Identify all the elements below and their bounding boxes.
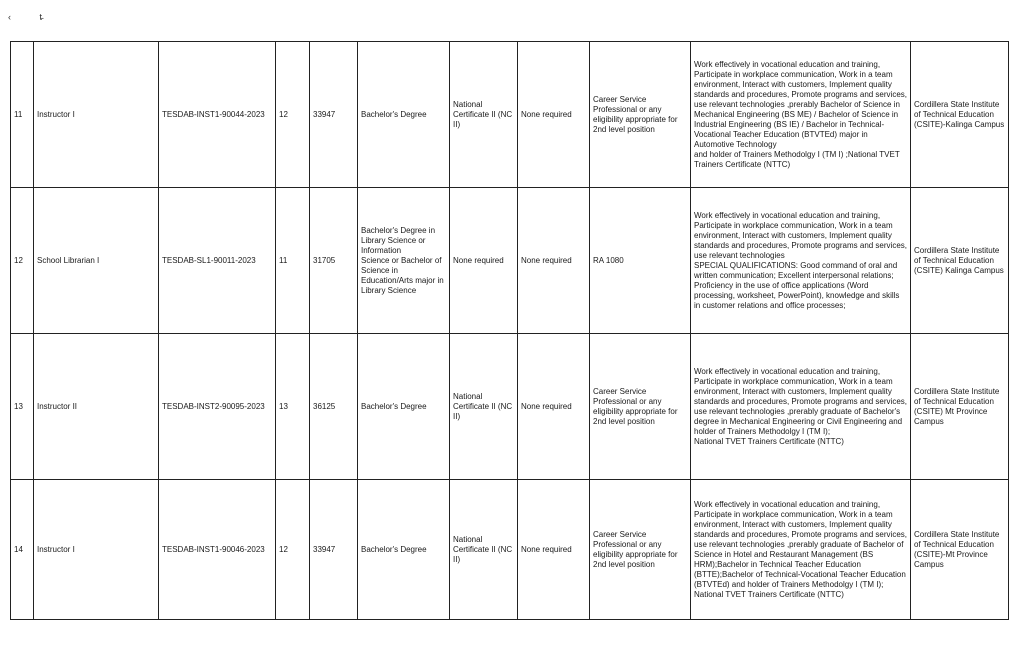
scan-mark: t̵ [39,12,43,22]
place-of-assignment: Cordillera State Institute of Technical Education (CSITE)-Kalinga Campus [911,42,1009,188]
education-requirement: Bachelor's Degree [358,42,450,188]
table-row [11,42,1009,188]
salary-grade: 13 [276,334,310,480]
place-of-assignment: Cordillera State Institute of Technical Education (CSITE) Kalinga Campus [911,188,1009,334]
experience-requirement: None required [518,42,590,188]
row-number: 12 [11,188,34,334]
education-requirement: Bachelor's Degree [358,480,450,620]
row-number: 11 [11,42,34,188]
row-number: 13 [11,334,34,480]
position-title: School Librarian I [34,188,159,334]
monthly-salary: 33947 [310,480,358,620]
training-requirement: National Certificate II (NC II) [450,334,518,480]
table-row [11,188,1009,334]
position-title: Instructor II [34,334,159,480]
training-requirement: National Certificate II (NC II) [450,42,518,188]
place-of-assignment: Cordillera State Institute of Technical Education (CSITE) Mt Province Campus [911,334,1009,480]
position-title: Instructor I [34,480,159,620]
competency-requirement: Work effectively in vocational education and training, Participate in workplace communication, Work in a team environment, Interact with customers, Implement quality standards and procedures, Promote programs and services, use relevant technologies ,prerably Bachelor of Science in Mechanical Engineering (BS ME) / Bachelor of Science in Industrial Engineering (BS IE) / Bachelor in Technical-Vocational Teacher Education (BTVTEd) major in Automotive Technology and holder of Trainers Methodolgy I (TM I) ;National TVET Trainers Certificate (NTTC) [691,42,911,188]
monthly-salary: 36125 [310,334,358,480]
row-number: 14 [11,480,34,620]
salary-grade: 11 [276,188,310,334]
plantilla-item-no: TESDAB-INST1-90044-2023 [159,42,276,188]
eligibility-requirement: RA 1080 [590,188,691,334]
scan-marks [8,12,68,22]
salary-grade: 12 [276,480,310,620]
monthly-salary: 31705 [310,188,358,334]
training-requirement: None required [450,188,518,334]
training-requirement: National Certificate II (NC II) [450,480,518,620]
eligibility-requirement: Career Service Professional or any eligibility appropriate for 2nd level position [590,334,691,480]
salary-grade: 12 [276,42,310,188]
education-requirement: Bachelor's Degree in Library Science or Information Science or Bachelor of Science in Education/Arts major in Library Science [358,188,450,334]
eligibility-requirement: Career Service Professional or any eligibility appropriate for 2nd level position [590,480,691,620]
table-row [11,334,1009,480]
competency-requirement: Work effectively in vocational education and training, Participate in workplace communication, Work in a team environment, Interact with customers, Implement quality standards and procedures, Promote programs and services, use relevant technologies SPECIAL QUALIFICATIONS: Good command of oral and written communication; Excellent interpersonal relations; Proficiency in the use of office applications (Word processing, worksheet, PowerPoint), knowledge and skills in customer relations and office processes; [691,188,911,334]
vacancy-table [10,41,1009,620]
plantilla-item-no: TESDAB-INST2-90095-2023 [159,334,276,480]
plantilla-item-no: TESDAB-SL1-90011-2023 [159,188,276,334]
experience-requirement: None required [518,188,590,334]
competency-requirement: Work effectively in vocational education and training, Participate in workplace communication, Work in a team environment, Interact with customers, Implement quality standards and procedures, Promote programs and services, use relevant technologies ,prerably graduate of Bachelor's degree in Mechanical Engineering or Civil Engineering and holder of Trainers Methodolgy I (TM I); National TVET Trainers Certificate (NTTC) [691,334,911,480]
table-row [11,480,1009,620]
position-title: Instructor I [34,42,159,188]
experience-requirement: None required [518,334,590,480]
scan-mark: ‹ [8,12,11,22]
competency-requirement: Work effectively in vocational education and training, Participate in workplace communication, Work in a team environment, Interact with customers, Implement quality standards and procedures, Promote programs and services, use relevant technologies ,prerably graduate of Bachelor of Science in Hotel and Restaurant Management (BS HRM);Bachelor in Technical Teacher Education (BTTE);Bachelor of Technical-Vocational Teacher Education (BTVTEd) and holder of Trainers Methodolgy I (TM I); National TVET Trainers Certificate (NTTC) [691,480,911,620]
plantilla-item-no: TESDAB-INST1-90046-2023 [159,480,276,620]
education-requirement: Bachelor's Degree [358,334,450,480]
place-of-assignment: Cordillera State Institute of Technical Education (CSITE)-Mt Province Campus [911,480,1009,620]
eligibility-requirement: Career Service Professional or any eligibility appropriate for 2nd level position [590,42,691,188]
monthly-salary: 33947 [310,42,358,188]
experience-requirement: None required [518,480,590,620]
